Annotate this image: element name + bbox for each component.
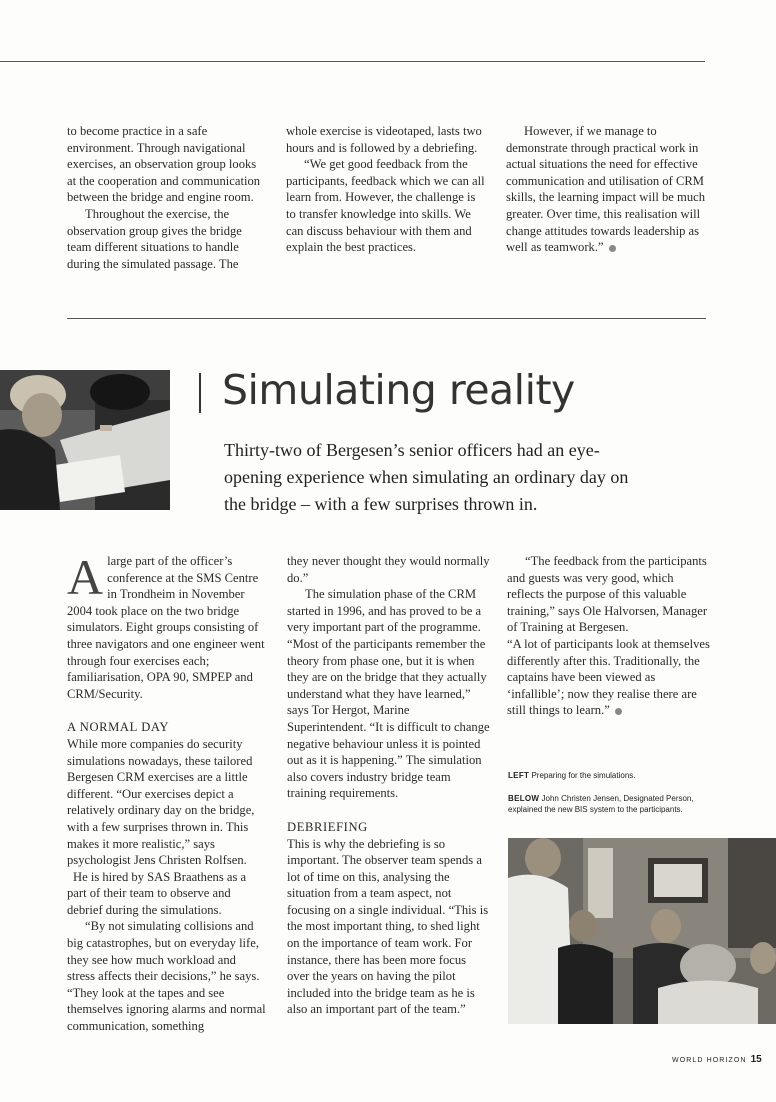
top-column-1 (67, 123, 267, 272)
subhead-normal-day: A NORMAL DAY (67, 720, 170, 735)
caption-left (508, 771, 728, 782)
section-rule (67, 318, 706, 319)
caption-below (508, 794, 728, 815)
paragraph: He is hired by SAS Braathens as a part of their team to observe and debrief during the simulations. (67, 869, 247, 917)
page-footer (672, 1054, 762, 1065)
caption-label: LEFT (508, 771, 530, 780)
article-column-3 (507, 553, 710, 719)
paragraph: This is why the debriefing is so important. The observer team spends a lot of time on this, analysing the situation from a team aspect, not focusing on a single individual. “This is the most important thing, to shed light on the importance of team work. For instance, there has been more focus over the years on having the pilot included into the bridge team as he is also an important part of the team.” (287, 836, 489, 1017)
photo-preparing (0, 370, 170, 510)
paragraph: they never thought they would normally do.” (287, 554, 490, 585)
paragraph (67, 549, 267, 702)
article-lede: Thirty-two of Bergesen’s senior officers had an eye-opening experience when simulating an ordinary day on the bridge – with a few surprises thrown in. (224, 440, 629, 514)
paragraph: “We get good feedback from the participants, feedback which we can all learn from. However, the challenge is to transfer knowledge into skills. We can discuss behaviour with them and explain the best practices. (286, 157, 485, 255)
paragraph: While more companies do security simulations nowadays, these tailored Bergesen CRM exercises are a little different. “Our exercises depict a relatively ordinary day on the bridge, with a few surprises thrown in. This makes it more realistic,” says psychologist Jens Christen Rolfsen. (67, 736, 255, 868)
drop-cap: A (67, 549, 104, 605)
paragraph-text: large part of the officer’s conference at the SMS Centre in Trondheim in November 2004 took place on the two bridge simulators. Eight groups consisting of three navigators and one engineer went through four exercises each; familiarisation, OPA 90, SMPEP and CRM/Security. (67, 554, 265, 701)
caption-text: John Christen Jensen, Designated Person, explained the new BIS system to the participants. (508, 794, 694, 814)
paragraph (507, 636, 710, 719)
top-column-2 (286, 123, 486, 256)
paragraph (506, 123, 706, 256)
end-mark-icon (615, 708, 622, 715)
article-column-1 (67, 549, 267, 1035)
article-title: Simulating reality (222, 366, 575, 414)
paragraph: to become practice in a safe environment. Through navigational exercises, an observation group looks at the cooperation and communication between the bridge and engine room. (67, 124, 261, 205)
page-number: 15 (750, 1054, 762, 1065)
paragraph: “The feedback from the participants and guests was very good, which reflects the purpose of this valuable training,” says Ole Halvorsen, Manager of Training at Bergesen. (507, 554, 708, 635)
photo-briefing (508, 838, 776, 1024)
paragraph-text: “A lot of participants look at themselves differently after this. Traditionally, the captains have been viewed as ‘infallible’; now they realise there are still things to learn.” (507, 636, 710, 718)
paragraph: “By not simulating collisions and big catastrophes, but on everyday life, they see how much workload and stress affects their decisions,” he says. “They look at the tapes and see themselves ignoring alarms and normal communication, something (67, 919, 266, 1034)
paragraph: Throughout the exercise, the observation group gives the bridge team different situations to handle during the simulated passage. The (67, 206, 242, 271)
caption-label: BELOW (508, 794, 540, 803)
caption-text: Preparing for the simulations. (531, 771, 636, 780)
paragraph-text: However, if we manage to demonstrate through practical work in actual situations the need for effective communication and utilisation of CRM skills, the learning impact will be much greater. Over time, this realisation will change attitudes towards leadership as well as teamwork.” (506, 124, 706, 255)
article-column-2 (287, 553, 490, 1018)
top-rule (0, 61, 705, 62)
top-column-3 (506, 123, 706, 256)
paragraph: “Most of the participants remember the theory from phase one, but it is when they are on the bridge that they actually understand what they have learned,” says Tor Hergot, Marine Superintendent. “It is difficult to change negative behaviour unless it is pointed out as it is happening.” The simulation also covers industry bridge team training requirements. (287, 636, 490, 801)
subhead-debriefing: DEBRIEFING (287, 819, 368, 834)
paragraph: The simulation phase of the CRM started in 1996, and has proved to be a very important part of the programme. (287, 587, 482, 635)
end-mark-icon (609, 245, 616, 252)
title-bar (199, 373, 201, 413)
magazine-name: WORLD HORIZON (672, 1057, 747, 1064)
paragraph: whole exercise is videotaped, lasts two hours and is followed by a debriefing. (286, 124, 482, 155)
